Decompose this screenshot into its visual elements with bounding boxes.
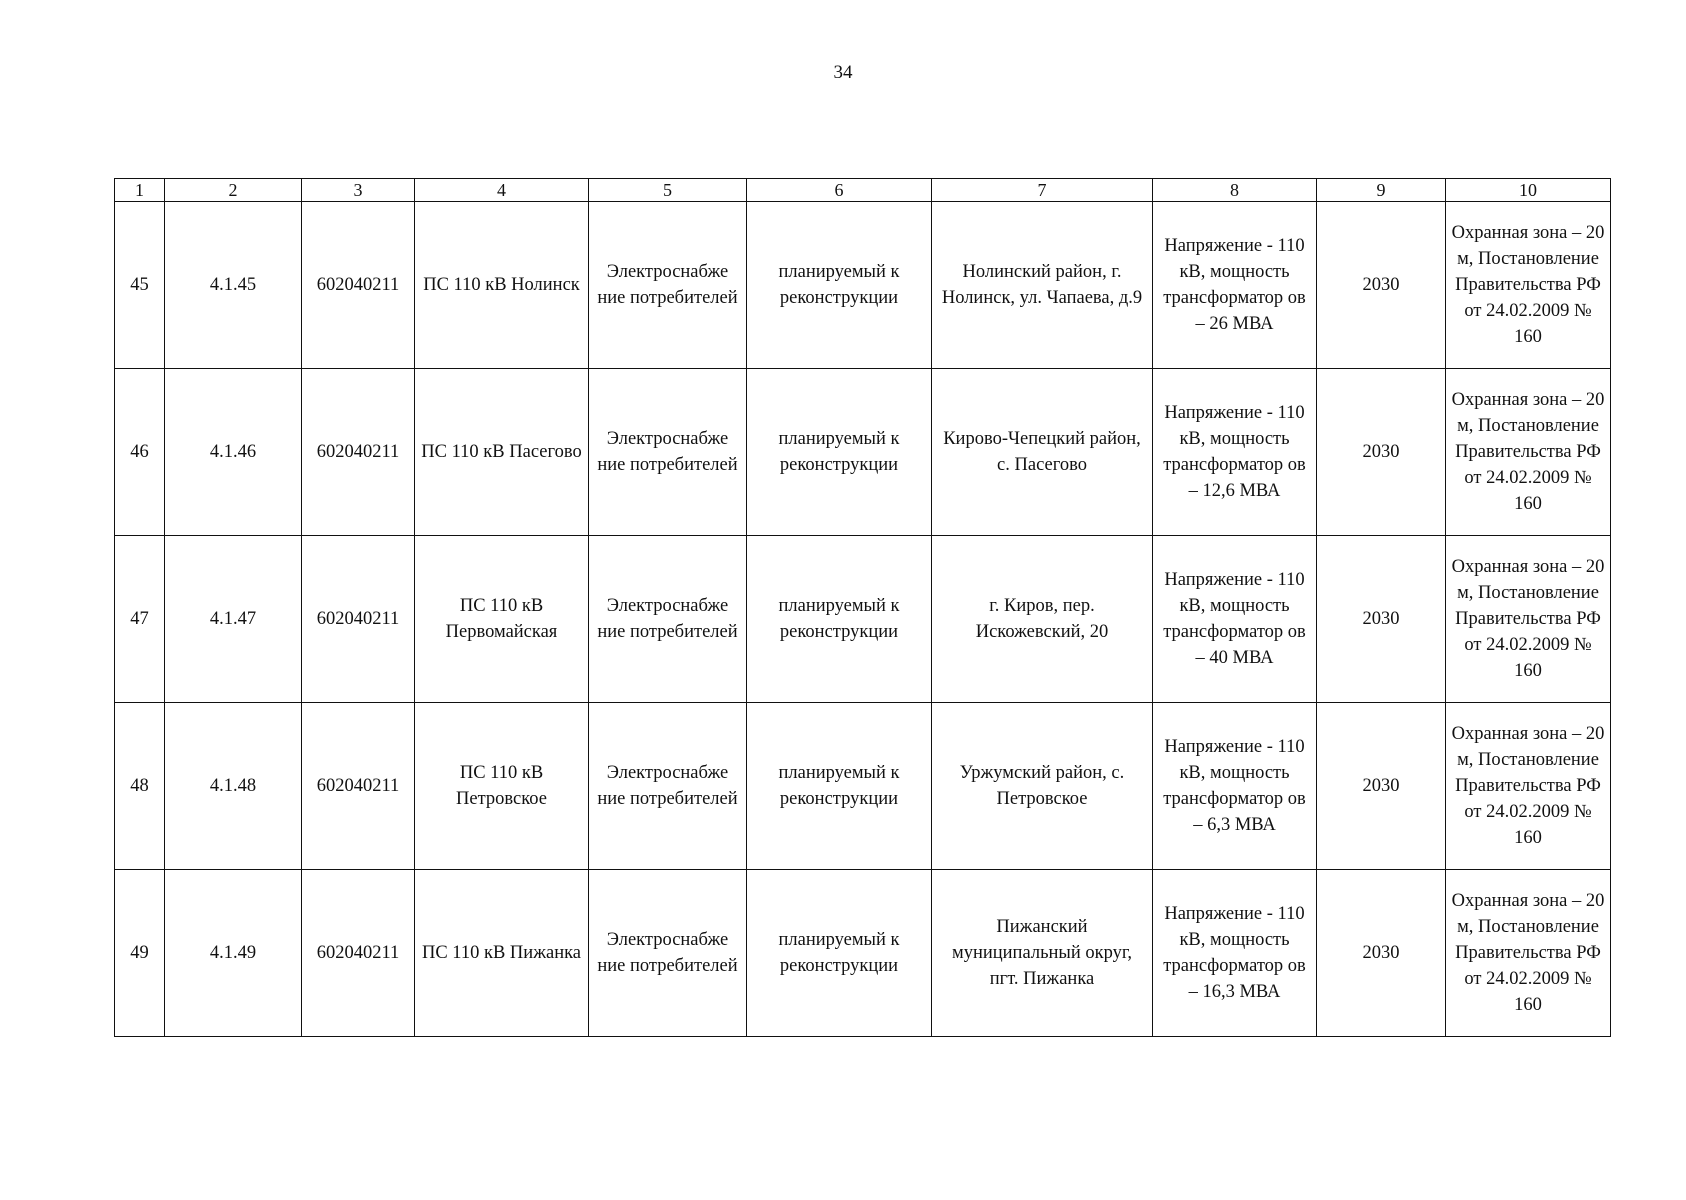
row-number: 48 [115,703,165,870]
object-name: ПС 110 кВ Пижанка [415,870,589,1037]
object-purpose: Электроснабже ние потребителей [589,870,747,1037]
table-row [115,369,1611,536]
object-status: планируемый к реконструкции [747,703,932,870]
object-code: 4.1.46 [165,369,302,536]
column-number-header: 8 [1153,179,1317,202]
column-number-header: 7 [932,179,1153,202]
object-purpose: Электроснабже ние потребителей [589,202,747,369]
object-status: планируемый к реконструкции [747,536,932,703]
object-zone: Охранная зона – 20 м, Постановление Правительства РФ от 24.02.2009 № 160 [1446,870,1611,1037]
column-number-header: 2 [165,179,302,202]
object-type-id: 602040211 [302,870,415,1037]
object-year: 2030 [1317,703,1446,870]
object-name: ПС 110 кВ Первомайская [415,536,589,703]
column-number-header: 9 [1317,179,1446,202]
object-name: ПС 110 кВ Петровское [415,703,589,870]
object-characteristics: Напряжение - 110 кВ, мощность трансформатор ов – 6,3 МВА [1153,703,1317,870]
object-status: планируемый к реконструкции [747,870,932,1037]
table-row [115,202,1611,369]
object-location: Уржумский район, с. Петровское [932,703,1153,870]
object-year: 2030 [1317,870,1446,1037]
row-number: 47 [115,536,165,703]
table-row [115,870,1611,1037]
object-status: планируемый к реконструкции [747,202,932,369]
object-status: планируемый к реконструкции [747,369,932,536]
row-number: 46 [115,369,165,536]
row-number: 49 [115,870,165,1037]
column-number-header: 10 [1446,179,1611,202]
object-code: 4.1.47 [165,536,302,703]
object-type-id: 602040211 [302,703,415,870]
object-characteristics: Напряжение - 110 кВ, мощность трансформатор ов – 12,6 МВА [1153,369,1317,536]
object-location: Кирово-Чепецкий район, с. Пасегово [932,369,1153,536]
object-zone: Охранная зона – 20 м, Постановление Правительства РФ от 24.02.2009 № 160 [1446,536,1611,703]
column-number-header: 4 [415,179,589,202]
object-purpose: Электроснабже ние потребителей [589,536,747,703]
object-code: 4.1.48 [165,703,302,870]
row-number: 45 [115,202,165,369]
column-number-header: 3 [302,179,415,202]
table-header-row [115,179,1611,202]
object-purpose: Электроснабже ние потребителей [589,703,747,870]
object-location: Нолинский район, г. Нолинск, ул. Чапаева, д.9 [932,202,1153,369]
object-zone: Охранная зона – 20 м, Постановление Правительства РФ от 24.02.2009 № 160 [1446,703,1611,870]
object-year: 2030 [1317,369,1446,536]
object-type-id: 602040211 [302,369,415,536]
table-row [115,703,1611,870]
object-year: 2030 [1317,536,1446,703]
object-code: 4.1.49 [165,870,302,1037]
object-year: 2030 [1317,202,1446,369]
object-name: ПС 110 кВ Нолинск [415,202,589,369]
object-characteristics: Напряжение - 110 кВ, мощность трансформатор ов – 26 МВА [1153,202,1317,369]
column-number-header: 1 [115,179,165,202]
object-location: Пижанский муниципальный округ, пгт. Пижанка [932,870,1153,1037]
object-zone: Охранная зона – 20 м, Постановление Правительства РФ от 24.02.2009 № 160 [1446,202,1611,369]
object-code: 4.1.45 [165,202,302,369]
column-number-header: 5 [589,179,747,202]
column-number-header: 6 [747,179,932,202]
object-name: ПС 110 кВ Пасегово [415,369,589,536]
object-type-id: 602040211 [302,202,415,369]
facilities-table [114,178,1611,1037]
object-purpose: Электроснабже ние потребителей [589,369,747,536]
object-characteristics: Напряжение - 110 кВ, мощность трансформатор ов – 40 МВА [1153,536,1317,703]
object-location: г. Киров, пер. Искожевский, 20 [932,536,1153,703]
page-number: 34 [833,62,853,83]
object-zone: Охранная зона – 20 м, Постановление Правительства РФ от 24.02.2009 № 160 [1446,369,1611,536]
table-row [115,536,1611,703]
object-type-id: 602040211 [302,536,415,703]
object-characteristics: Напряжение - 110 кВ, мощность трансформатор ов – 16,3 МВА [1153,870,1317,1037]
